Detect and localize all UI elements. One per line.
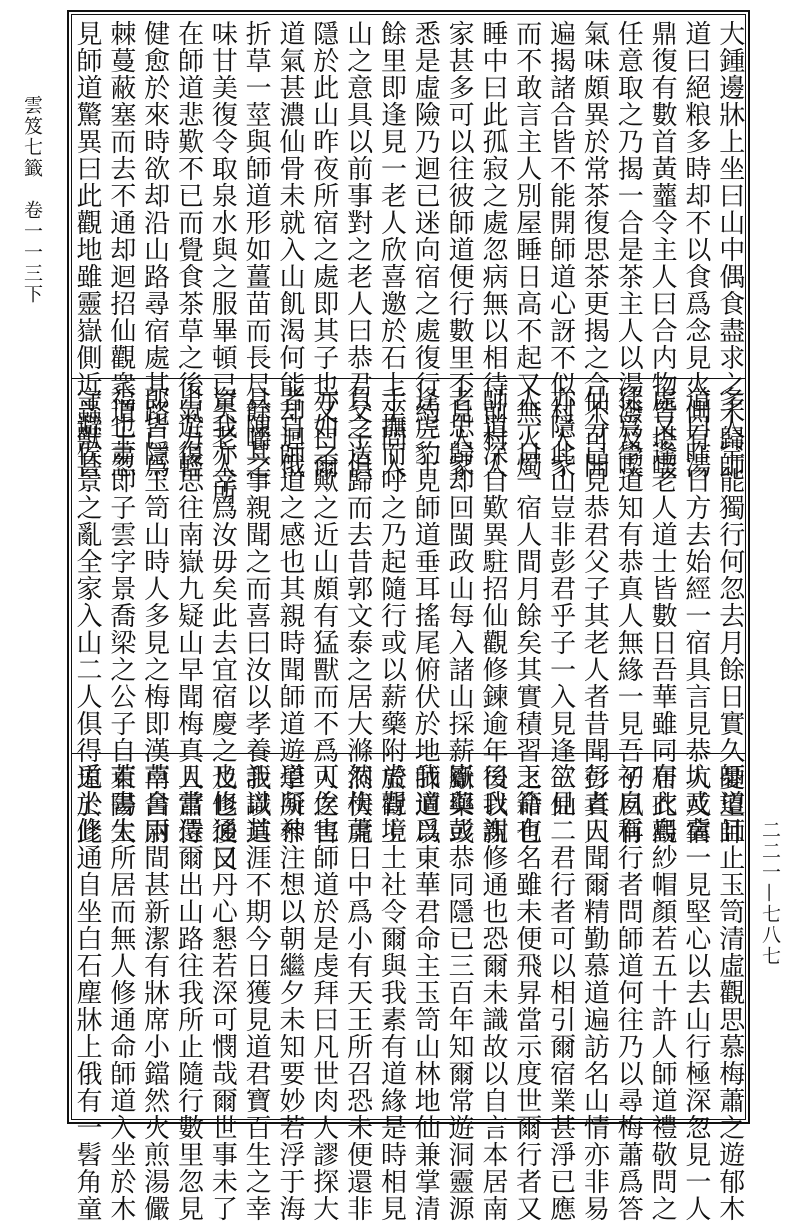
- text-column: 徒爲學道知有恭真人無緣一見吾子夙有: [613, 386, 644, 845]
- text-column: 玉籍有名雖未便飛昇當示度世爾行者又: [511, 763, 542, 1222]
- right-margin-page-number: 二二一—七八七: [759, 820, 781, 967]
- text-column: 師道深自歎異駐招仙觀修鍊逾年後以親: [477, 386, 508, 845]
- text-panel-middle: [72, 386, 745, 872]
- text-column: 在師道悲歎不已而覺食茶草之後氣力輕: [173, 20, 204, 479]
- text-column: 味甘美復令取泉水與之服畢頓已失老人所: [207, 20, 238, 506]
- text-column: 鼎復有數首黃虀令主人曰合内物皆堪喫: [647, 20, 678, 479]
- text-column: 資我亦幸爲汝毋矣此去宜宿慶之及也後又: [207, 386, 238, 872]
- text-column: 欲見二君行者可以相引爾宿業甚淨已應: [545, 763, 576, 1222]
- text-column: 悉是虛險乃迴已迷向宿之處復行約三十: [410, 20, 441, 479]
- text-column: 餘里即逢見一老人欣喜邀於石上坐問入: [376, 20, 407, 479]
- text-column: 郎皆隱玉笥山時人多見之梅即漢南昌尉: [139, 386, 170, 845]
- panel-divider-1: [71, 378, 746, 379]
- text-column: 棘蔓蔽塞而去不通却迴招仙觀衆道士忽: [105, 20, 136, 479]
- text-column: 氣味頗異於常茶復思茶更揭之合不可開: [579, 20, 610, 479]
- text-column: 亦如之歟之近山頗有猛獸而不爲人之害: [308, 386, 339, 845]
- text-column: 睡中曰此孤寂之處忽病無以相待前村人: [477, 20, 508, 479]
- text-column: 布衣烏紗帽顏若五十許人師道禮敬問之: [647, 763, 678, 1222]
- text-column: 健愈於來時欲却沿山路尋宿處其路已爲: [139, 20, 170, 479]
- text-column: 兎上修通自坐白石塵牀上俄有一髫角童: [72, 763, 102, 1222]
- text-panel-top: [72, 20, 745, 506]
- text-column: 而不敢言主人別屋睡日高不起又無火燭: [511, 20, 542, 479]
- text-column: 任意取之乃揭一合是茶主人以湯潑及喫: [613, 20, 644, 479]
- text-column: 者自師道之感也其親時聞師道遊學所叅: [274, 386, 305, 845]
- text-column: 手撫而呼之乃起隨行或以薪藥附於背上: [376, 386, 407, 845]
- text-column: 人一日一宿人間月餘矣其實積習之命也: [511, 386, 542, 845]
- text-column: 出遊復思往南嶽九疑山早聞梅真人蕭侍: [173, 386, 204, 845]
- text-column: 我適爲東華君命主玉笥山林地仙兼掌清: [410, 763, 441, 1222]
- text-column: 行者曰聞爾精勤慕道遍訪名山情亦非易: [579, 763, 610, 1222]
- text-column: 且當還爾出山路往我所止隨行數里忽見: [173, 763, 204, 1222]
- text-column: 負之送歸而去昔郭文泰之居大滌洞伏虎: [342, 386, 373, 845]
- text-column: 亦隱此山豈非彭君乎子一入見逢三仙: [545, 386, 576, 818]
- text-column: 坑或冀一見堅心以去山行極深忽見一人: [680, 763, 711, 1222]
- left-margin-caption: 雲笈七籤 卷一一三下: [21, 95, 43, 305]
- text-column: 具陳其事親聞之而喜曰汝以孝養我以道: [241, 386, 272, 845]
- text-column: 初自稱行者問師道何往乃以尋梅蕭爲答: [613, 763, 644, 1222]
- text-panel-bottom: [72, 763, 745, 1222]
- text-column: 可俟也師道於是虔拜曰凡世肉人謬探大: [308, 763, 339, 1222]
- text-column: 道氣甚濃仙骨未就入山飢渴何能却迴俄: [274, 20, 305, 479]
- text-column: 折草一莖與師道形如薑苗而長尺餘嚼之: [241, 20, 272, 479]
- text-column: 曰我謝修通也恐爾未識故以自言本居南: [477, 763, 508, 1222]
- panel-divider-2: [71, 753, 746, 754]
- text-column: 見師道驚異曰此觀地雖靈嶽側近蟲獸甚: [72, 20, 102, 479]
- text-column: 道曰昨日方去始經一宿具言見恭人及宿: [680, 386, 711, 845]
- text-column: 道凝神注想以朝繼夕未知要妙若浮于海: [274, 763, 305, 1222]
- text-column: 山之意具以前事對之老人曰恭君父子俱: [342, 20, 373, 479]
- text-column: 大鍾邊牀上坐曰山中偶食盡求之未歸師: [714, 20, 745, 479]
- text-column: 家甚多可以往彼師道便行數里不見人家: [444, 20, 475, 479]
- text-column: 仙分已見恭君父子其老人者昔聞彭真人: [579, 386, 610, 845]
- text-column: 逢虎豹見師道垂耳搖尾俯伏於地師道以: [410, 386, 441, 845]
- text-column: 虛觀境土社令爾與我素有道緣是時相見: [376, 763, 407, 1222]
- text-column: 多人罕能獨行何忽去月餘日實久憂望師: [714, 386, 745, 845]
- text-column: 也修通曰丹心懇若深可憫哉爾世事未了: [207, 763, 238, 1222]
- text-column: 然梅蕭日中爲小有天王所召恐未便還非: [342, 763, 373, 1222]
- text-column: 道曰絕粮多時却不以食爲念見火側有湯: [680, 20, 711, 479]
- text-column: 嶽與彭恭同隱已三百年知爾常遊洞靈源: [444, 763, 475, 1222]
- text-column: 處又逢老人道士皆數日吾華雖同居此觀: [647, 386, 678, 845]
- text-column: 詎識其涯不期今日獲見道君寶百生之幸: [241, 763, 272, 1222]
- text-column: 隱於此山昨夜所宿之處即其子也又曰爾: [308, 20, 339, 479]
- text-column: 草舍兩間甚新潔有牀席小鐺然火煎湯儼: [139, 763, 170, 1222]
- text-column: 福也蕭即子雲字景喬梁之公子自東陽太: [105, 386, 136, 845]
- text-column: 遍揭諸合皆不能開師道心訝不似村人家: [545, 20, 576, 479]
- text-column: 老思歸却回閩政山每入諸山採薪斸藥或: [444, 386, 475, 845]
- text-column: 若書生所居而無人修通命師道入坐於木: [105, 763, 136, 1222]
- text-column: 守避侯景之亂全家入山二人俱得道於此: [72, 386, 102, 845]
- text-column: 師道且止玉笥清虛觀思慕梅蕭之遊郁木: [714, 763, 745, 1222]
